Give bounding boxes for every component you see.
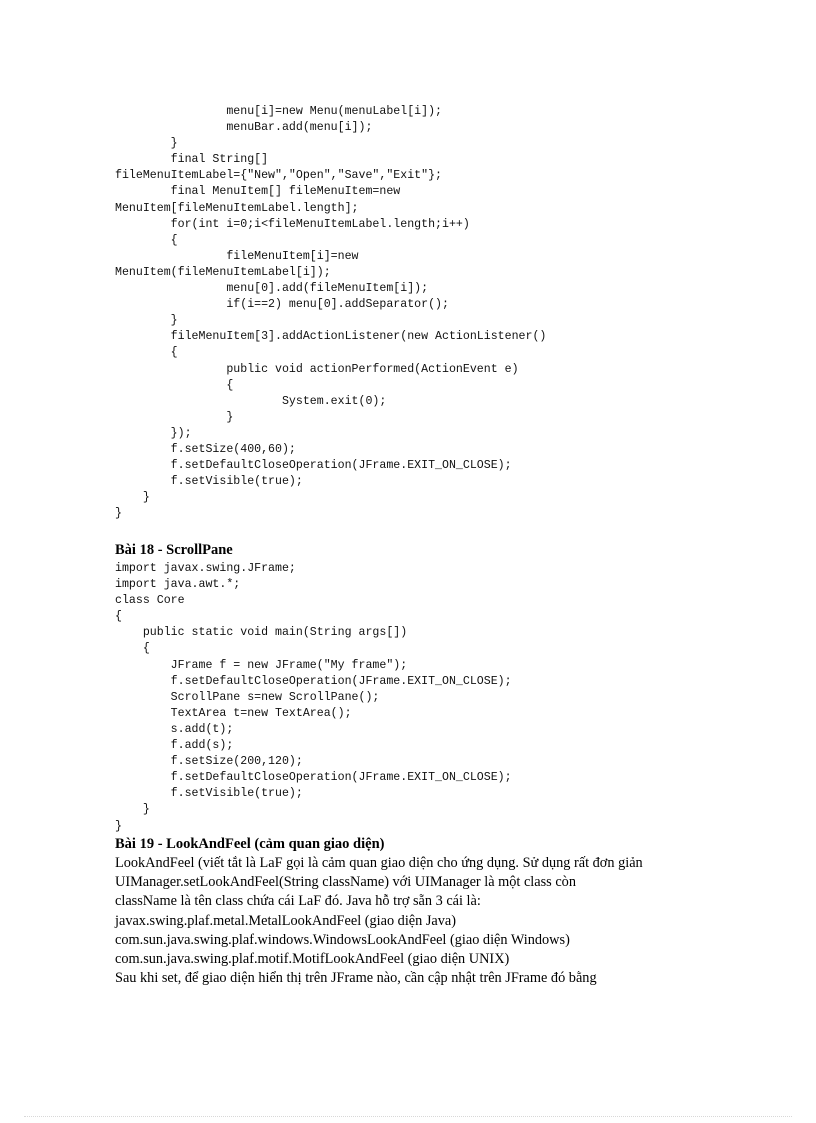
code-line: System.exit(0); [115,394,387,408]
code-line: { [115,378,234,392]
paragraph-line: Sau khi set, để giao diện hiển thị trên JFrame nào, cần cập nhật trên JFrame đó bằng [115,970,597,987]
section-19-body [115,854,705,988]
code-line: }); [115,426,192,440]
code-line: } [115,410,234,424]
code-line: class Core [115,594,185,608]
code-line: MenuItem[fileMenuItemLabel.length]; [115,201,359,215]
code-line: public static void main(String args[]) [115,626,408,640]
paragraph-line: UIManager.setLookAndFeel(String className) với UIManager là một class còn [115,874,576,891]
code-line: } [115,819,122,833]
code-line: } [115,137,178,151]
code-line: menu[i]=new Menu(menuLabel[i]); [115,105,442,118]
code-line: f.add(s); [115,739,234,753]
code-line: f.setSize(400,60); [115,442,296,456]
code-line: for(int i=0;i<fileMenuItemLabel.length;i++) [115,217,470,231]
code-line: f.setSize(200,120); [115,755,303,769]
code-line: menuBar.add(menu[i]); [115,121,373,135]
page-footer-divider [24,1116,792,1117]
code-line: fileMenuItemLabel={"New","Open","Save","Exit"}; [115,169,442,183]
code-line: TextArea t=new TextArea(); [115,706,352,720]
code-line: f.setDefaultCloseOperation(JFrame.EXIT_ON_CLOSE); [115,771,512,785]
code-block-scrollpane [115,561,512,835]
section-18-title: Bài 18 - ScrollPane [115,542,233,558]
paragraph-line: javax.swing.plaf.metal.MetalLookAndFeel (giao diện Java) [115,912,457,929]
code-line: menu[0].add(fileMenuItem[i]); [115,282,429,296]
code-line: ScrollPane s=new ScrollPane(); [115,690,380,704]
code-line: final String[] [115,153,269,167]
code-line: import javax.swing.JFrame; [115,562,296,575]
paragraph-line: className là tên class chứa cái LaF đó. Java hỗ trợ sẵn 3 cái là: [115,893,481,910]
code-line: fileMenuItem[3].addActionListener(new ActionListener() [115,330,547,344]
code-line: } [115,491,150,505]
code-line: if(i==2) menu[0].addSeparator(); [115,298,449,312]
code-line: JFrame f = new JFrame("My frame"); [115,658,408,672]
code-line: { [115,610,122,624]
code-line: { [115,346,178,360]
code-line: } [115,314,178,328]
code-line: final MenuItem[] fileMenuItem=new [115,185,401,199]
code-line: f.setVisible(true); [115,475,303,489]
code-line: fileMenuItem[i]=new [115,249,359,263]
code-line: f.setDefaultCloseOperation(JFrame.EXIT_ON_CLOSE); [115,459,512,473]
code-line: public void actionPerformed(ActionEvent e) [115,362,519,376]
code-line: } [115,803,150,817]
code-line: MenuItem(fileMenuItemLabel[i]); [115,265,331,279]
paragraph-line: com.sun.java.swing.plaf.windows.WindowsLookAndFeel (giao diện Windows) [115,931,570,948]
code-line: s.add(t); [115,722,234,736]
code-block-menu-example [115,104,546,522]
code-line: f.setVisible(true); [115,787,303,801]
section-19-title: Bài 19 - LookAndFeel (cảm quan giao diện) [115,836,385,852]
code-line: f.setDefaultCloseOperation(JFrame.EXIT_ON_CLOSE); [115,674,512,688]
code-line: { [115,233,178,247]
code-line: import java.awt.*; [115,578,241,592]
code-line: { [115,642,150,656]
paragraph-line: LookAndFeel (viết tắt là LaF gọi là cảm quan giao diện cho ứng dụng. Sử dụng rất đơn giản [115,855,643,871]
code-line: } [115,507,122,521]
paragraph-line: com.sun.java.swing.plaf.motif.MotifLookAndFeel (giao diện UNIX) [115,951,510,968]
